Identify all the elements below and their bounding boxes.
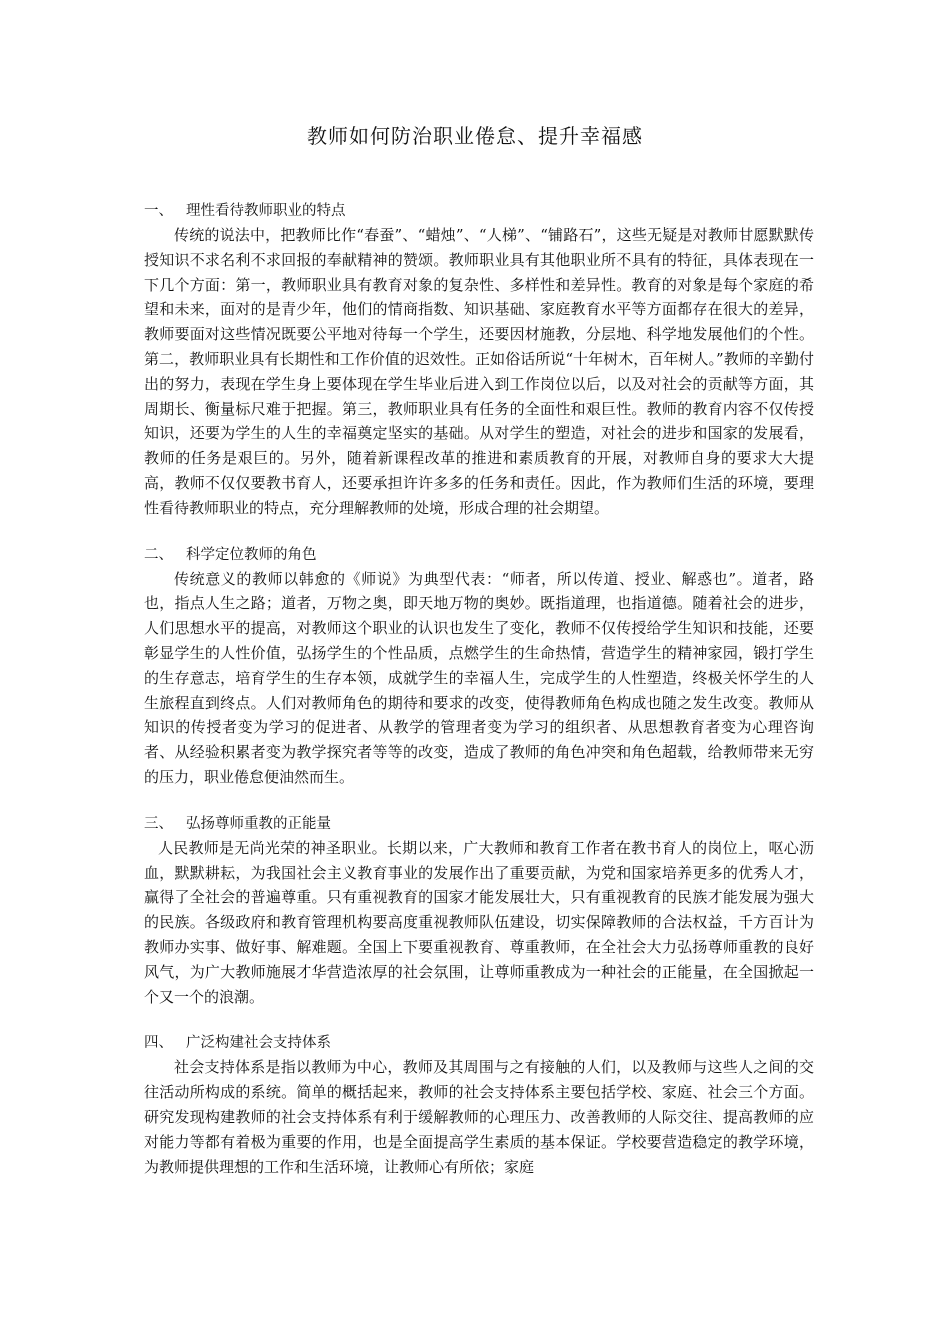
- section-heading-text: 科学定位教师的角色: [186, 546, 317, 563]
- section-number: 一、: [144, 203, 173, 219]
- section-number: 二、: [144, 546, 173, 563]
- section-heading-text: 广泛构建社会支持体系: [186, 1035, 331, 1052]
- section-heading: [144, 812, 814, 836]
- section-2: [144, 543, 814, 790]
- section-4: [144, 1031, 814, 1179]
- section-heading: [144, 1031, 814, 1055]
- section-3: [144, 812, 814, 1010]
- section-paragraph: 社会支持体系是指以教师为中心，教师及其周围与之有接触的人们，以及教师与这些人之间的交往活动所构成的系统。简单的概括起来，教师的社会支持体系主要包括学校、家庭、社会三个方面。研究发现构建教师的社会支持体系有利于缓解教师的心理压力、改善教师的人际交往、提高教师的应对能力等都有着极为重要的作用，也是全面提高学生素质的基本保证。学校要营造稳定的教学环境，为教师提供理想的工作和生活环境，让教师心有所依；家庭: [144, 1058, 814, 1176]
- document-title: 教师如何防治职业倦怠、提升幸福感: [307, 124, 643, 148]
- section-heading: [144, 199, 814, 223]
- section-heading: [144, 543, 814, 567]
- section-number: 四、: [144, 1035, 173, 1052]
- section-paragraph: 传统的说法中，把教师比作“春蚕”、“蜡烛”、“人梯”、“铺路石”，这些无疑是对教师甘愿默默传授知识不求名利不求回报的奉献精神的赞颂。教师职业具有其他职业所不具有的特征，具体表现在一下几个方面：第一，教师职业具有教育对象的复杂性、多样性和差异性。教育的对象是每个家庭的希望和未来，面对的是青少年，他们的情商指数、知识基础、家庭教育水平等方面都存在很大的差异，教师要面对这些情况既要公平地对待每一个学生，还要因材施教，分层地、科学地发展他们的个性。第二，教师职业具有长期性和工作价值的迟效性。正如俗话所说“十年树木，百年树人。”教师的辛勤付出的努力，表现在学生身上要体现在学生毕业后进入到工作岗位以后，以及对社会的贡献等方面，其周期长、衡量标尺难于把握。第三，教师职业具有任务的全面性和艰巨性。教师的教育内容不仅传授知识，还要为学生的人生的幸福奠定坚实的基础。从对学生的塑造，对社会的进步和国家的发展看，教师的任务是艰巨的。另外，随着新课程改革的推进和素质教育的开展，对教师自身的要求大大提高，教师不仅仅要教书育人，还要承担许许多多的任务和责任。因此，作为教师们生活的环境，要理性看待教师职业的特点，充分理解教师的处境，形成合理的社会期望。: [144, 226, 814, 517]
- section-heading-text: 弘扬尊师重教的正能量: [186, 815, 331, 832]
- section-heading-text: 理性看待教师职业的特点: [186, 203, 346, 219]
- section-number: 三、: [144, 815, 173, 832]
- section-paragraph: 人民教师是无尚光荣的神圣职业。长期以来，广大教师和教育工作者在教书育人的岗位上，呕心沥血，默默耕耘，为我国社会主义教育事业的发展作出了重要贡献，为党和国家培养更多的优秀人才，赢得了全社会的普遍尊重。只有重视教育的国家才能发展壮大，只有重视教育的民族才能发展为强大的民族。各级政府和教育管理机构要高度重视教师队伍建设，切实保障教师的合法权益，千方百计为教师办实事、做好事、解难题。全国上下要重视教育、尊重教师，在全社会大力弘扬尊师重教的良好风气，为广大教师施展才华营造浓厚的社会氛围，让尊师重教成为一种社会的正能量，在全国掀起一个又一个的浪潮。: [144, 838, 814, 1006]
- section-1: [144, 199, 814, 521]
- section-paragraph: 传统意义的教师以韩愈的《师说》为典型代表：“师者，所以传道、授业、解惑也”。道者，路也，指点人生之路；道者，万物之奥，即天地万物的奥妙。既指道理，也指道德。随着社会的进步，人们思想水平的提高，对教师这个职业的认识也发生了变化，教师不仅传授给学生知识和技能，还要彰显学生的人性价值，弘扬学生的个性品质，点燃学生的生命热情，营造学生的精神家园，锻打学生的生存意志，培育学生的生存本领，成就学生的幸福人生，完成学生的人性塑造，终极关怀学生的人生旅程直到终点。人们对教师角色的期待和要求的改变，使得教师角色构成也随之发生改变。教师从知识的传授者变为学习的促进者、从教学的管理者变为学习的组织者、从思想教育者变为心理咨询者、从经验积累者变为教学探究者等等的改变，造成了教师的角色冲突和角色超载，给教师带来无穷的压力，职业倦怠便油然而生。: [144, 569, 814, 786]
- document-body: [144, 199, 814, 1201]
